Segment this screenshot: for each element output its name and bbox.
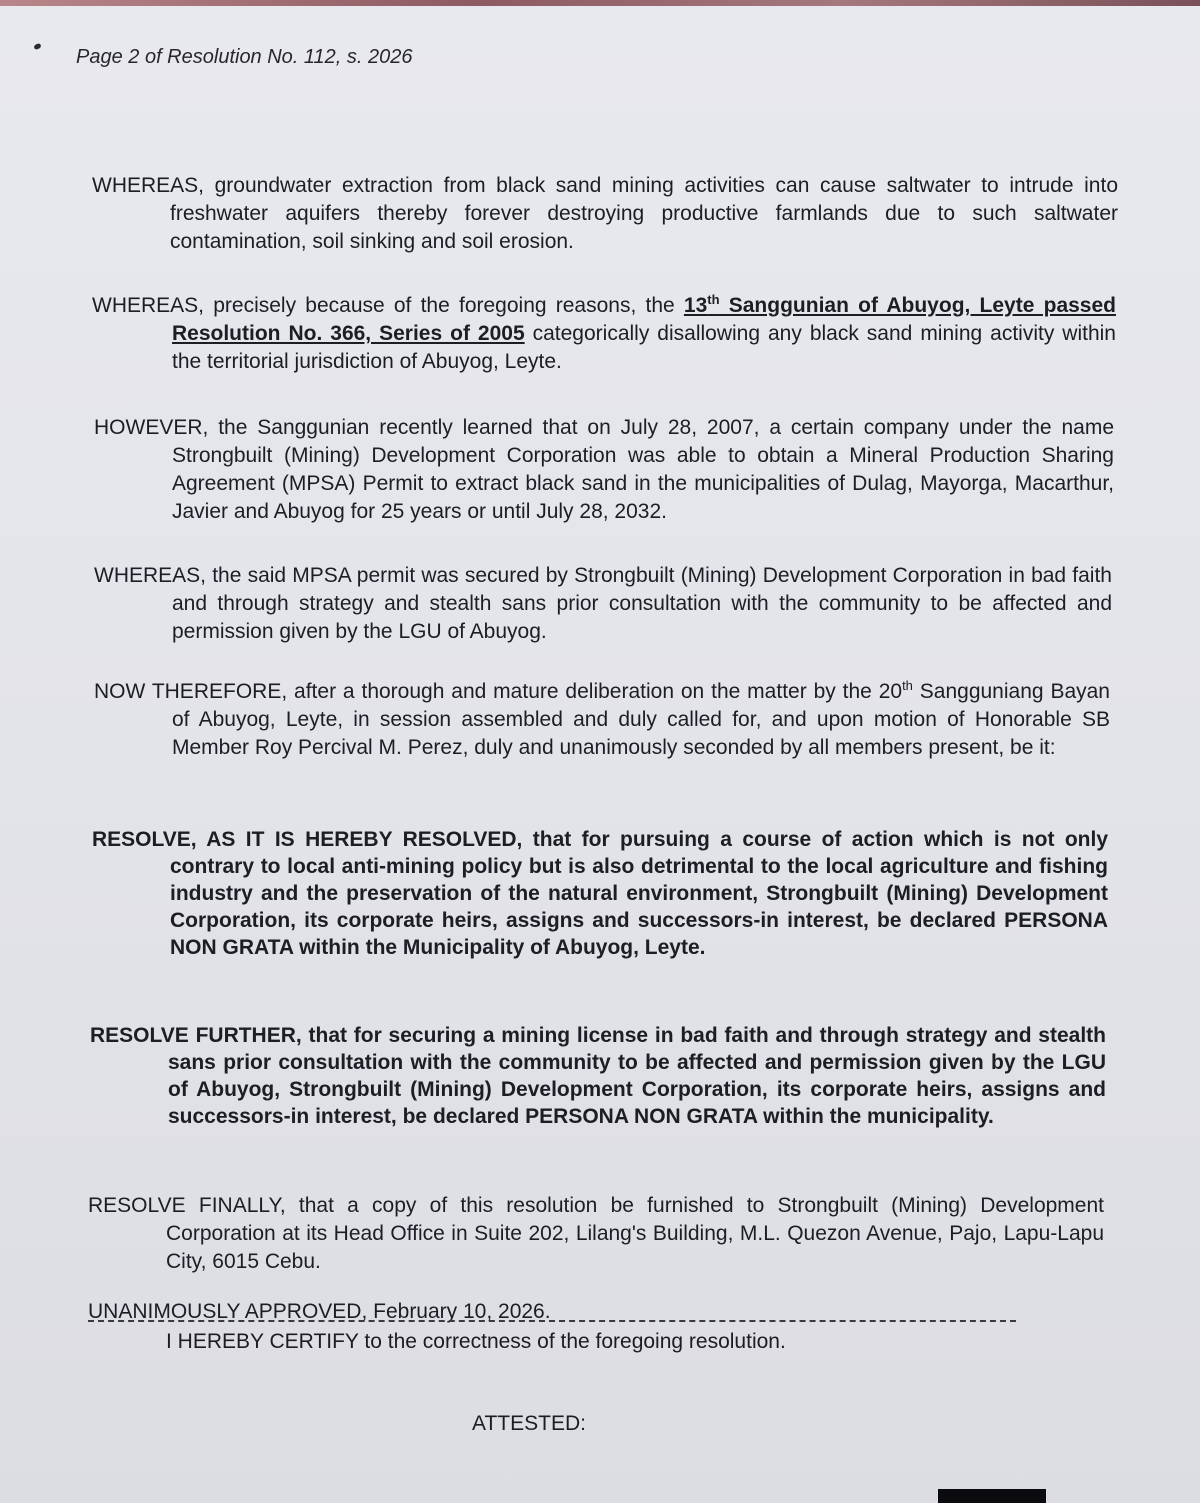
ordinal-suffix: th xyxy=(707,292,720,307)
paragraph-text: WHEREAS, the said MPSA permit was secured by Strongbuilt (Mining) Development Corporation in bad faith and through strategy and stealth sans prior consultation with the community to be affected and permission given by the LGU of Abuyog. xyxy=(94,564,1112,643)
whereas-paragraph-3 xyxy=(94,562,1112,646)
paragraph-text: RESOLVE, AS IT IS HEREBY RESOLVED, that for pursuing a course of action which is not only contrary to local anti-mining policy but is also detrimental to the local agriculture and fishing industry and the preservation of the natural environment, Strongbuilt (Mining) Development Corporation, its corporate heirs, assigns and successors-in interest, be declared PERSONA NON GRATA within the Municipality of Abuyog, Leyte. xyxy=(92,828,1108,959)
now-therefore-paragraph xyxy=(94,678,1110,762)
paragraph-text: categorically disallowing any black sand mining activity within the territorial jurisdiction of Abuyog, Leyte. xyxy=(172,322,1116,373)
attested-label: ATTESTED: xyxy=(472,1412,586,1435)
document-page xyxy=(0,6,1200,1503)
paragraph-text: WHEREAS, precisely because of the foregoing reasons, the xyxy=(92,294,684,317)
paragraph-text: RESOLVE FURTHER, that for securing a mining license in bad faith and through strategy and stealth sans prior consultation with the community to be affected and permission given by the LGU of Abuyog, Strongbuilt (Mining) Development Corporation, its corporate heirs, assigns and successors-in interest, be declared PERSONA NON GRATA within the municipality. xyxy=(90,1024,1106,1128)
resolution-reference: Sanggunian of Abuyog, Leyte passed Resolution No. 366, Series of 2005 xyxy=(172,294,1116,345)
however-paragraph xyxy=(94,414,1114,526)
ordinal-suffix: th xyxy=(902,678,913,693)
whereas-paragraph-1 xyxy=(92,172,1118,256)
paragraph-body xyxy=(94,678,1110,762)
paragraph-text: HOWEVER, the Sanggunian recently learned that on July 28, 2007, a certain company under the name Strongbuilt (Mining) Development Corporation was able to obtain a Mineral Production Sharing Agreement (MPSA) Permit to extract black sand in the municipalities of Dulag, Mayorga, Macarthur, Javier and Abuyog for 25 years or until July 28, 2032. xyxy=(94,416,1114,523)
dashed-divider xyxy=(88,1320,1016,1322)
ordinal-number: 13 xyxy=(683,294,708,317)
paragraph-text: RESOLVE FINALLY, that a copy of this resolution be furnished to Strongbuilt (Mining) Development Corporation at its Head Office in Suite 202, Lilang's Building, M.L. Quezon Avenue, Pajo, Lapu-Lapu City, 6015 Cebu. xyxy=(88,1194,1104,1273)
certification-line: I HEREBY CERTIFY to the correctness of the foregoing resolution. xyxy=(166,1330,786,1353)
whereas-paragraph-2 xyxy=(92,292,1116,376)
paragraph-text: NOW THEREFORE, after a thorough and mature deliberation on the matter by the 20 xyxy=(94,680,903,703)
resolve-further-paragraph xyxy=(90,1022,1106,1130)
paragraph-text: WHEREAS, groundwater extraction from black sand mining activities can cause saltwater to intrude into freshwater aquifers thereby forever destroying productive farmlands due to such saltwater contamination, soil sinking and soil erosion. xyxy=(92,174,1118,253)
paragraph-text: Sangguniang Bayan of Abuyog, Leyte, in session assembled and duly called for, and upon motion of Honorable SB Member Roy Percival M. Perez, duly and unanimously seconded by all members present, be it: xyxy=(172,680,1110,759)
page-header: Page 2 of Resolution No. 112, s. 2026 xyxy=(76,46,413,68)
resolve-finally-paragraph xyxy=(88,1192,1104,1276)
redaction-mark xyxy=(938,1489,1046,1503)
resolve-paragraph xyxy=(92,826,1108,961)
ink-mark xyxy=(33,43,41,50)
paragraph-body xyxy=(92,292,1116,376)
paragraph-text: UNANIMOUSLY APPROVED, February 10, 2026. xyxy=(88,1300,551,1323)
